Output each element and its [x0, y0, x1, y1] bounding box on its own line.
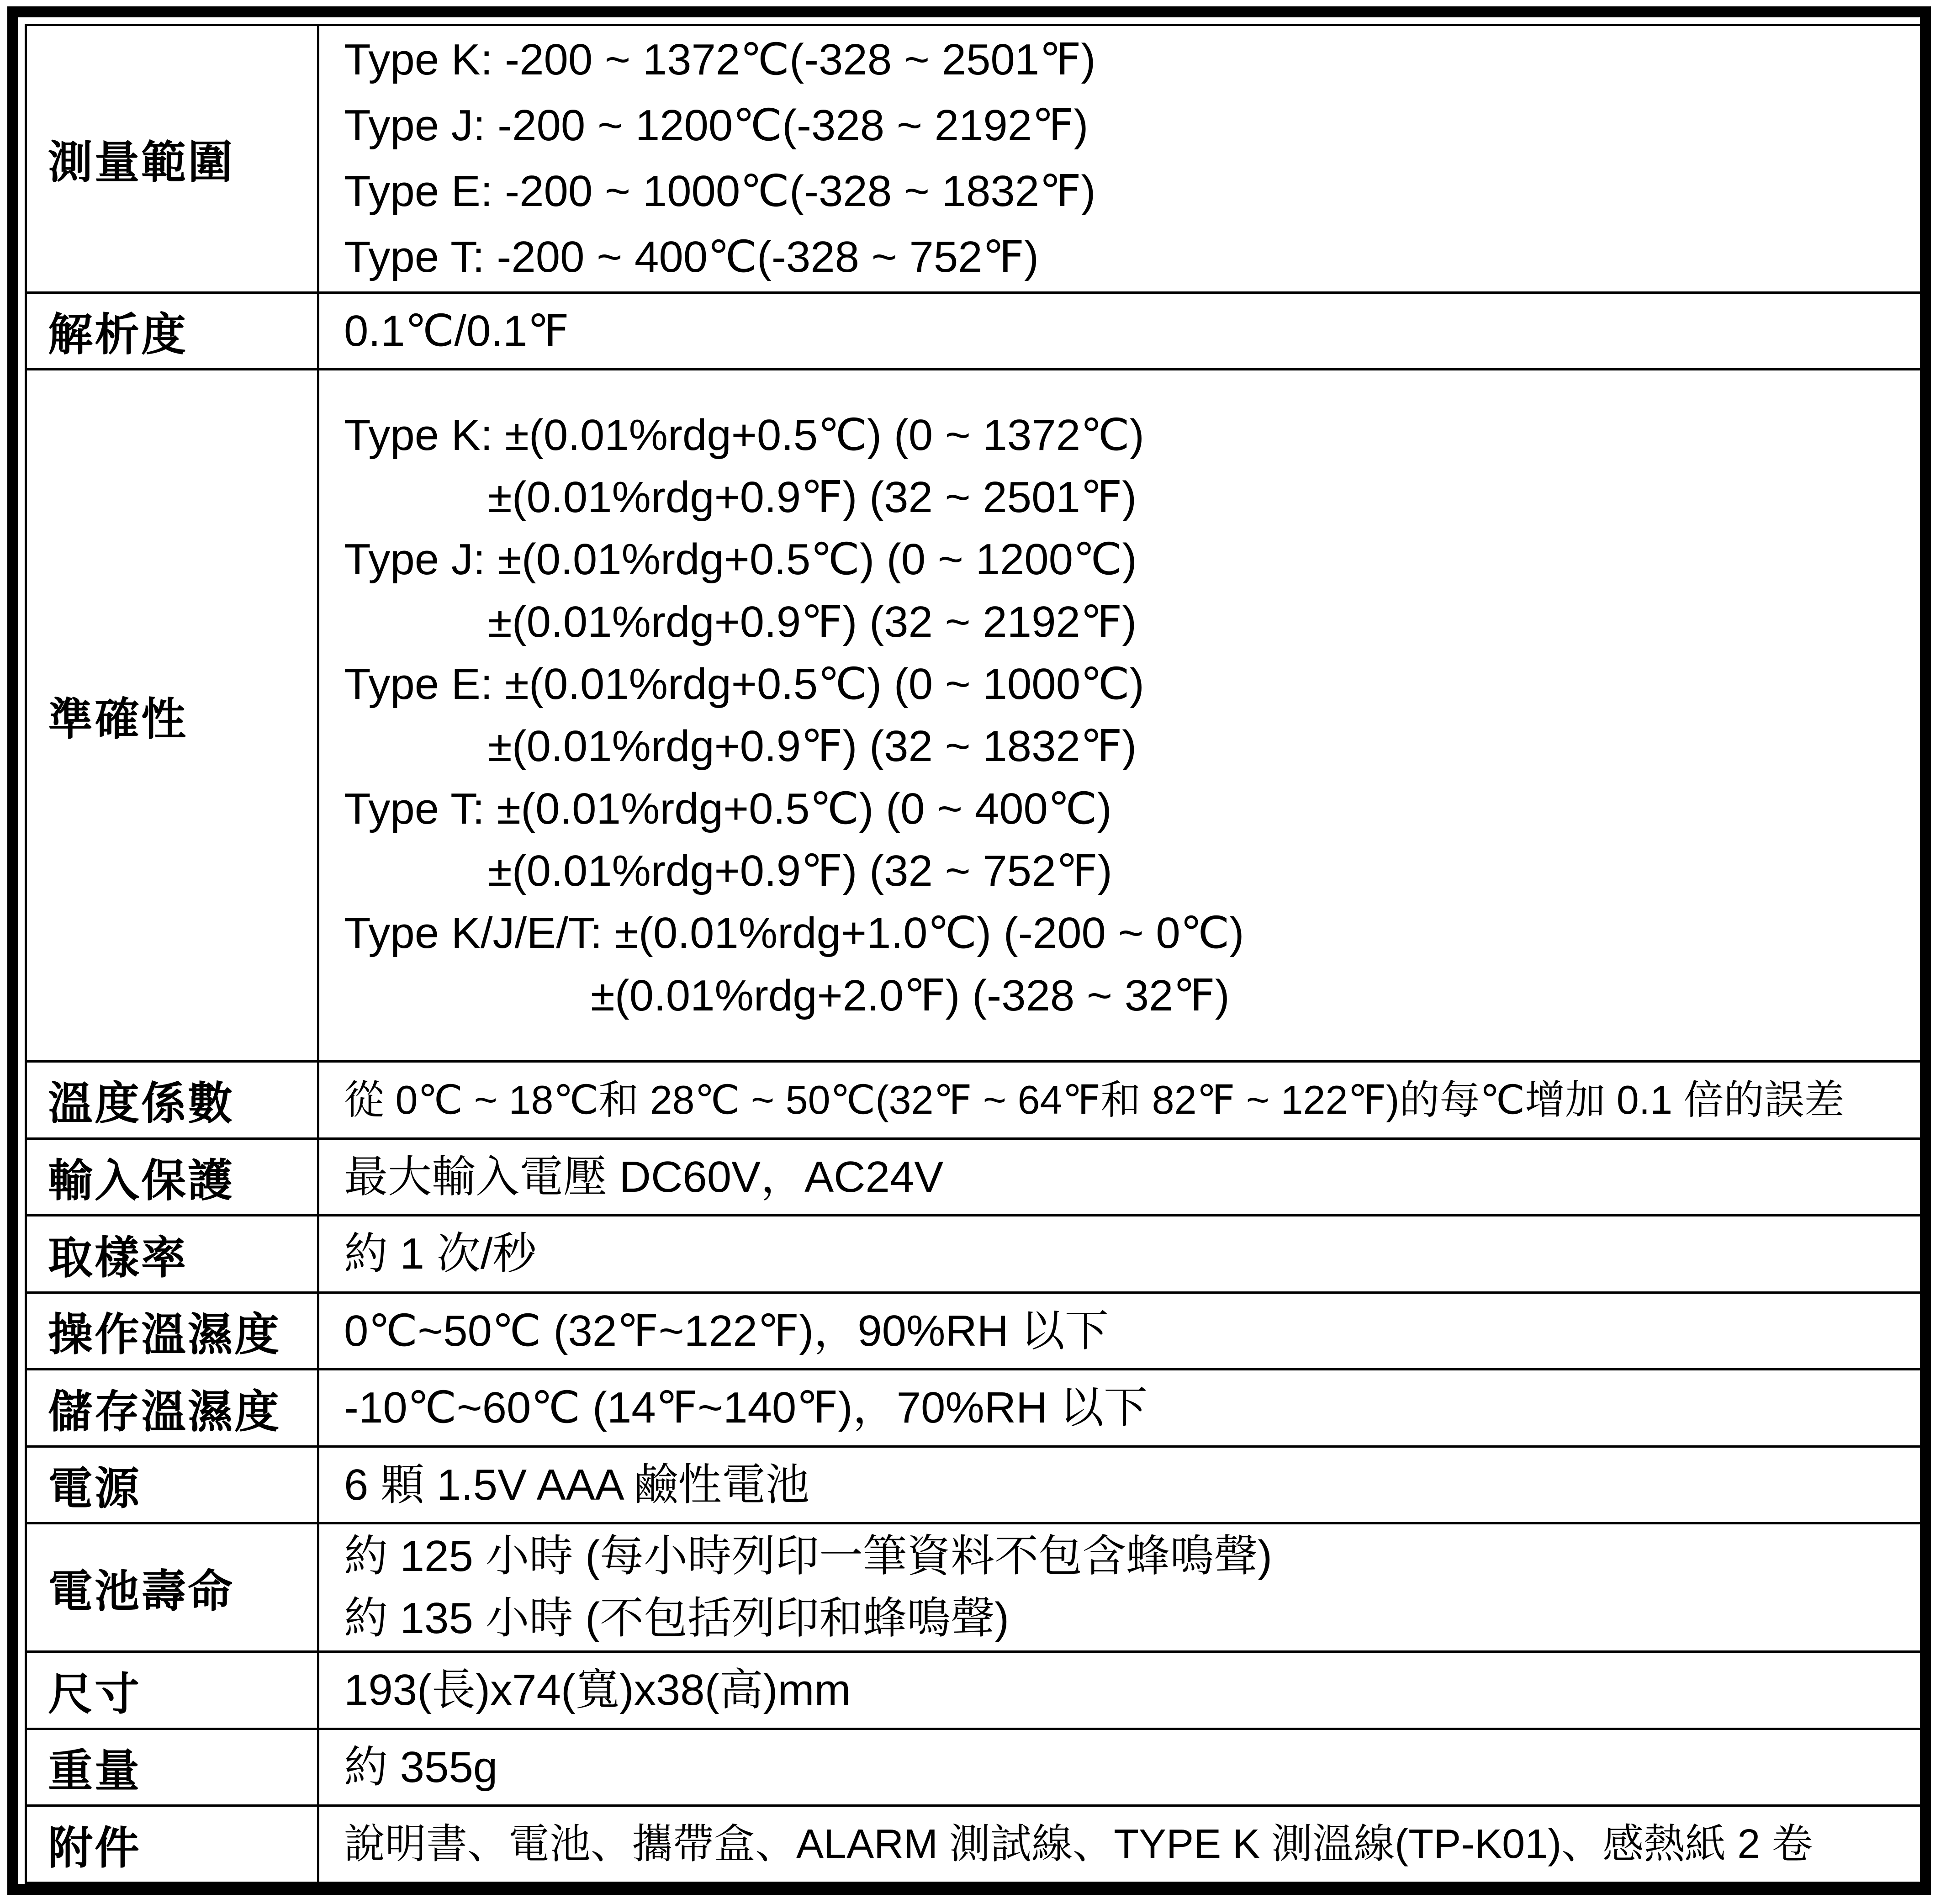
value-accessories: 說明書、電池、攜帶盒、ALARM 測試線、TYPE K 測溫線(TP-K01)、感熱紙 2 卷: [318, 1806, 1921, 1883]
row-weight: [26, 1729, 1921, 1806]
row-measure-range: [26, 25, 1921, 293]
label-operating-env: 操作溫濕度: [26, 1292, 318, 1370]
label-battery-life: 電池壽命: [26, 1523, 318, 1652]
label-resolution: 解析度: [26, 292, 318, 370]
value-weight: 約 355g: [318, 1729, 1921, 1806]
accuracy-type-kjet-f: ±(0.01%rdg+2.0℉) (-328 ~ 32℉): [591, 971, 1230, 1020]
label-storage-env: 儲存溫濕度: [26, 1370, 318, 1447]
row-sampling-rate: [26, 1216, 1921, 1293]
label-accessories: 附件: [26, 1806, 318, 1883]
value-input-protection: 最大輸入電壓 DC60V，AC24V: [318, 1138, 1921, 1216]
value-battery-life: [318, 1523, 1921, 1652]
label-dimensions: 尺寸: [26, 1652, 318, 1729]
row-power: [26, 1446, 1921, 1523]
value-accuracy: [318, 370, 1921, 1062]
row-dimensions: [26, 1652, 1921, 1729]
label-input-protection: 輸入保護: [26, 1138, 318, 1216]
range-type-j: Type J: -200 ~ 1200℃(-328 ~ 2192℉): [344, 101, 1089, 150]
accuracy-type-k-f: ±(0.01%rdg+0.9℉) (32 ~ 2501℉): [488, 473, 1137, 522]
row-storage-env: [26, 1370, 1921, 1447]
battery-life-no-print: 約 135 小時 (不包括列印和蜂鳴聲): [344, 1594, 1010, 1643]
range-type-k: Type K: -200 ~ 1372℃(-328 ~ 2501℉): [344, 35, 1096, 85]
accuracy-type-e-c: Type E: ±(0.01%rdg+0.5℃) (0 ~ 1000℃): [344, 659, 1144, 709]
value-measure-range: [318, 25, 1921, 293]
value-resolution: 0.1℃/0.1℉: [318, 292, 1921, 370]
range-type-t: Type T: -200 ~ 400℃(-328 ~ 752℉): [344, 233, 1039, 282]
battery-life-with-print: 約 125 小時 (每小時列印一筆資料不包含蜂鳴聲): [344, 1532, 1273, 1581]
value-storage-env: -10℃~60℃ (14℉~140℉)，70%RH 以下: [318, 1370, 1921, 1447]
label-accuracy: 準確性: [26, 370, 318, 1062]
value-dimensions: 193(長)x74(寬)x38(高)mm: [318, 1652, 1921, 1729]
value-power: 6 顆 1.5V AAA 鹼性電池: [318, 1446, 1921, 1523]
row-accuracy: [26, 370, 1921, 1062]
accuracy-type-e-f: ±(0.01%rdg+0.9℉) (32 ~ 1832℉): [488, 722, 1137, 771]
accuracy-type-j-c: Type J: ±(0.01%rdg+0.5℃) (0 ~ 1200℃): [344, 535, 1137, 584]
row-accessories: [26, 1806, 1921, 1883]
label-weight: 重量: [26, 1729, 318, 1806]
spec-table: [25, 24, 1922, 1884]
row-input-protection: [26, 1138, 1921, 1216]
label-sampling-rate: 取樣率: [26, 1216, 318, 1293]
row-temp-coefficient: [26, 1062, 1921, 1139]
accuracy-type-k-c: Type K: ±(0.01%rdg+0.5℃) (0 ~ 1372℃): [344, 410, 1144, 460]
label-measure-range: 測量範圍: [26, 25, 318, 293]
range-type-e: Type E: -200 ~ 1000℃(-328 ~ 1832℉): [344, 167, 1096, 216]
accuracy-type-t-c: Type T: ±(0.01%rdg+0.5℃) (0 ~ 400℃): [344, 784, 1112, 833]
accuracy-type-t-f: ±(0.01%rdg+0.9℉) (32 ~ 752℉): [488, 846, 1112, 895]
row-resolution: [26, 292, 1921, 370]
row-operating-env: [26, 1292, 1921, 1370]
value-temp-coefficient: 從 0℃ ~ 18℃和 28℃ ~ 50℃(32℉ ~ 64℉和 82℉ ~ 122℉)的每℃增加 0.1 倍的誤差: [318, 1062, 1921, 1139]
accuracy-type-j-f: ±(0.01%rdg+0.9℉) (32 ~ 2192℉): [488, 597, 1137, 646]
value-operating-env: 0℃~50℃ (32℉~122℉)，90%RH 以下: [318, 1292, 1921, 1370]
row-battery-life: [26, 1523, 1921, 1652]
value-sampling-rate: 約 1 次/秒: [318, 1216, 1921, 1293]
accuracy-type-kjet-c: Type K/J/E/T: ±(0.01%rdg+1.0℃) (-200 ~ 0℃): [344, 909, 1244, 958]
label-temp-coefficient: 溫度係數: [26, 1062, 318, 1139]
label-power: 電源: [26, 1446, 318, 1523]
